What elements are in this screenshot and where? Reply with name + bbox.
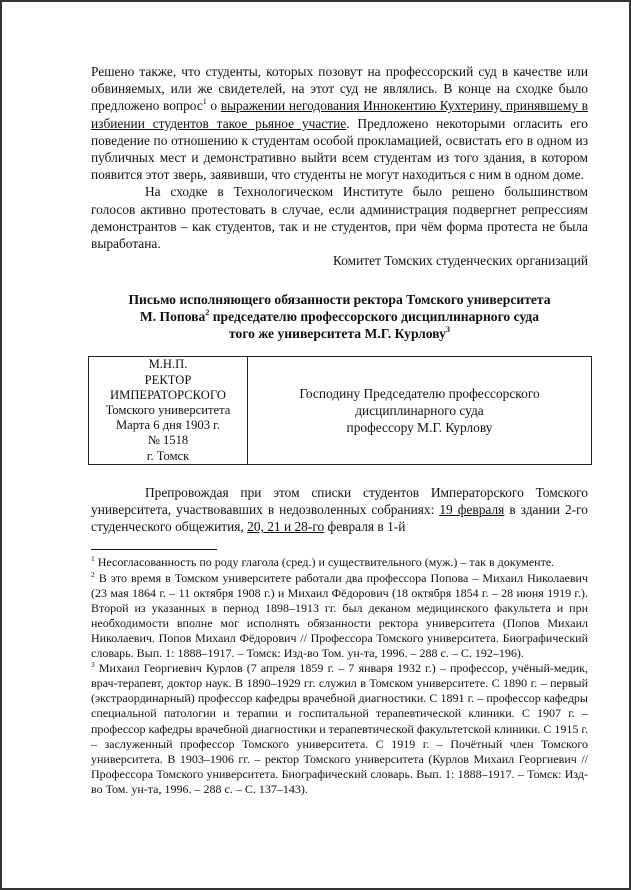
paragraph-student-court — [91, 63, 588, 183]
recipient-line: Господину Председателю профессорского — [299, 386, 540, 402]
text-run: Препровождая при этом списки студентов Императорского Томского университета, участвовавших в недозволенных собраниях: — [91, 484, 588, 518]
text-run: . Предложено некоторыми огласить его поведение по отношению к студентам особой прокламацией, освистать его в одном из публичных мест и демонстративно выйти всем студентам из того здания, в котором появится этот зверь, заявивши, что студенты не могут находиться с ним в одном доме. — [91, 115, 588, 183]
text-run: председателю профессорского дисциплинарного суда — [209, 309, 540, 325]
paragraph-student-lists — [91, 484, 588, 536]
text-run: того же университета М.Г. Курлову — [229, 326, 446, 342]
footnote-1 — [91, 555, 588, 570]
footnote-text: В это время в Томском университете работали два профессора Попова – Михаил Николаевич (23 мая 1864 г. – 11 октября 1908 г.) и Михаил Фёдорович (18 октября 1854 г. – 28 июня 1919 г.). Второй из указанных в период 1898–1913 гг. был деканом медицинского факультета и при необходимости вполне мог исполнять обязанности ректора университета (Попов Михаил Николаевич. Попов Михаил Фёдорович // Профессора Томского университета. Биографический словарь. Вып. 1: 1888–1917. – Томск: Изд-во Том. ун-та, 1996. – 288 с. – С. 192–196). — [91, 570, 588, 661]
footnote-number: 3 — [91, 660, 95, 670]
page-content — [91, 63, 588, 797]
footnotes — [91, 555, 588, 797]
paragraph-technological-institute: На сходке в Технологическом Институте было решено большинством голосов активно протестовать в случае, если администрация подвергнет репрессиям демонстрантов – как студентов, так и не студентов, при чём форма протеста не была выработана. — [91, 184, 588, 252]
sender-line: Томского университета — [105, 403, 231, 418]
text-run: М. Попова — [139, 309, 206, 325]
text-run: Решено также, что студенты, которых позовут на профессорский суд в качестве или обвиняемых, или же свидетелей, на этот суд не являлись. В конце на сходке было предложено вопрос — [91, 64, 588, 114]
footnote-ref-3[interactable]: 3 — [445, 325, 450, 335]
text-run: в здании 2-го студенческого общежития, — [91, 502, 588, 535]
footnote-number: 2 — [91, 569, 95, 579]
footnote-ref-2[interactable]: 2 — [205, 308, 210, 318]
footnote-3 — [91, 661, 588, 797]
letter-heading — [91, 291, 588, 342]
sender-line: РЕКТОР — [144, 372, 192, 387]
footnote-text: Несогласованность по роду глагола (сред.) и существительного (муж.) – так в документе. — [94, 555, 555, 570]
heading-line-1: Письмо исполняющего обязанности ректора Томского университета — [128, 292, 551, 308]
sender-line: ИМПЕРАТОРСКОГО — [110, 387, 226, 402]
recipient-line: дисциплинарного суда — [355, 403, 484, 419]
signature: Комитет Томских студенческих организаций — [332, 253, 588, 269]
recipient-line: профессору М.Г. Курлову — [346, 420, 493, 436]
sender-city: г. Томск — [146, 448, 190, 463]
footnote-text: Михаил Георгиевич Курлов (7 апреля 1859 г. – 7 января 1932 г.) – профессор, учёный-медик, врач-терапевт, доктор наук. В 1890–1929 гг. служил в Томском университете. С 1890 г. – первый (экстраординарный) профессор кафедры врачебной диагностики. С 1891 г. – профессор кафедры специальной патологии и терапии и госпитальной терапевтической клиники. С 1907 г. – профессор кафедры врачебной диагностики и терапевтической факультетской клиники. С 1915 г. – заслуженный профессор Томского университета. С 1919 г. – Почётный член Томского университета. В 1903–1906 гг. – ректор Томского университета (Курлов Михаил Георгиевич // Профессора Томского университета. Биографический словарь. Вып. 1: 1888–1917. – Томск: Изд-во Том. ун-та, 1996. – 288 с. – С. 137–143). — [91, 661, 588, 796]
heading-line-3 — [91, 325, 588, 342]
underlined-date: 19 февраля — [439, 502, 505, 518]
letterhead-recipient — [248, 357, 592, 464]
footnote-ref-1[interactable]: 1 — [202, 97, 207, 107]
text-run: февраля в 1-й — [324, 519, 406, 535]
heading-line-2 — [91, 308, 588, 325]
underlined-text: выражении негодования Иннокентию Кухтерину, принявшему в избиении студентов такое рьяное участие — [91, 98, 588, 131]
sender-line: М.Н.П. — [148, 357, 188, 372]
footnote-separator — [91, 549, 217, 550]
text-run: о — [206, 98, 221, 114]
letterhead-sender — [89, 357, 248, 464]
underlined-dates: 20, 21 и 28-го — [247, 519, 325, 535]
sender-number: № 1518 — [147, 433, 189, 448]
footnote-2 — [91, 571, 588, 662]
letterhead-table — [88, 356, 592, 464]
sender-date: Марта 6 дня 1903 г. — [115, 418, 221, 433]
footnote-number: 1 — [91, 554, 95, 564]
